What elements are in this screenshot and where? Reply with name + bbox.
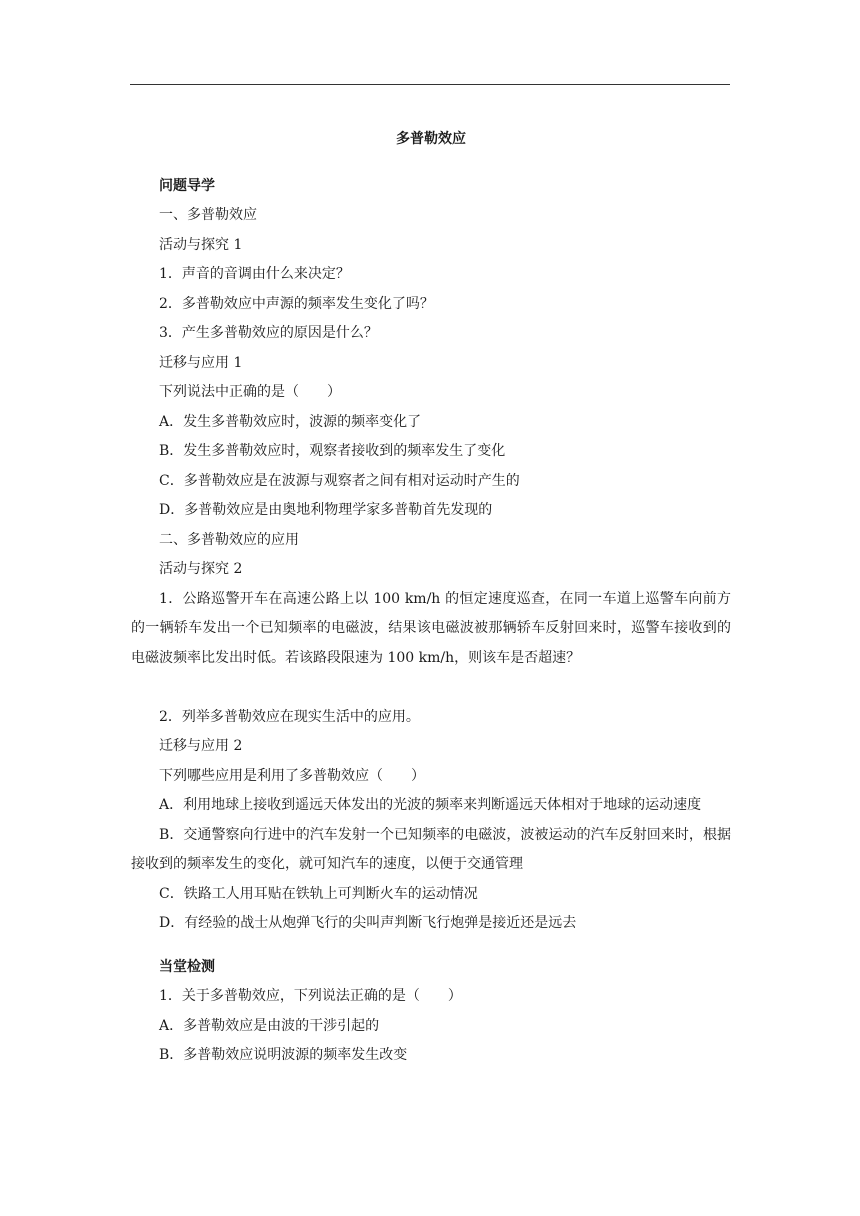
transfer2-option: A．利用地球上接收到遥远天体发出的光波的频率来判断遥远天体相对于地球的运动速度	[159, 797, 702, 813]
transfer1-option: B．发生多普勒效应时，观察者接收到的频率发生了变化	[159, 443, 506, 459]
transfer2-option: D．有经验的战士从炮弹飞行的尖叫声判断飞行炮弹是接近还是远去	[159, 915, 577, 931]
test-option: A．多普勒效应是由波的干涉引起的	[159, 1017, 380, 1034]
section-heading-test: 当堂检测	[159, 958, 215, 975]
document-body	[131, 125, 731, 1071]
activity2-question-2: 2．列举多普勒效应在现实生活中的应用。	[159, 708, 420, 725]
activity1-item: 3．产生多普勒效应的原因是什么？	[159, 325, 378, 341]
transfer2-title: 迁移与应用 2	[159, 738, 243, 754]
transfer1-question: 下列说法中正确的是（ ）	[159, 384, 341, 400]
section-gap	[131, 939, 731, 953]
test-question-1: 1．关于多普勒效应，下列说法正确的是（ ）	[159, 988, 462, 1004]
transfer2-option: B．交通警察向行进中的汽车发射一个已知频率的电磁波，波被运动的汽车反射回来时，根据接收到的频率发生的变化，就可知汽车的速度，以便于交通管理	[131, 826, 731, 872]
transfer1-option: A．发生多普勒效应时，波源的频率变化了	[159, 413, 422, 430]
activity1-item: 1．声音的音调由什么来决定？	[159, 266, 350, 282]
activity2-question-1: 1．公路巡警开车在高速公路上以 100 km/h 的恒定速度巡查，在同一车道上巡警车向前方的一辆轿车发出一个已知频率的电磁波，结果该电磁波被那辆轿车反射回来时，巡警车接收到的电磁波频率比发出时低。若该路段限速为 100 km/h，则该车是否超速？	[131, 590, 731, 666]
transfer1-option: C．多普勒效应是在波源与观察者之间有相对运动时产生的	[159, 472, 520, 489]
transfer1-title: 迁移与应用 1	[159, 354, 243, 371]
activity2-title: 活动与探究 2	[159, 561, 243, 577]
header-rule	[130, 84, 730, 85]
part2-title: 二、多普勒效应的应用	[159, 531, 299, 548]
transfer1-option: D．多普勒效应是由奥地利物理学家多普勒首先发现的	[159, 502, 493, 518]
transfer2-question: 下列哪些应用是利用了多普勒效应（ ）	[159, 767, 425, 784]
transfer2-option: C．铁路工人用耳贴在铁轨上可判断火车的运动情况	[159, 885, 478, 902]
activity1-title: 活动与探究 1	[159, 236, 243, 253]
test-option: B．多普勒效应说明波源的频率发生改变	[159, 1047, 408, 1063]
activity1-item: 2．多普勒效应中声源的频率发生变化了吗？	[159, 295, 434, 312]
section-heading-guide: 问题导学	[159, 177, 215, 194]
answer-space	[131, 673, 731, 703]
part1-title: 一、多普勒效应	[159, 207, 257, 223]
document-title: 多普勒效应	[396, 131, 466, 147]
